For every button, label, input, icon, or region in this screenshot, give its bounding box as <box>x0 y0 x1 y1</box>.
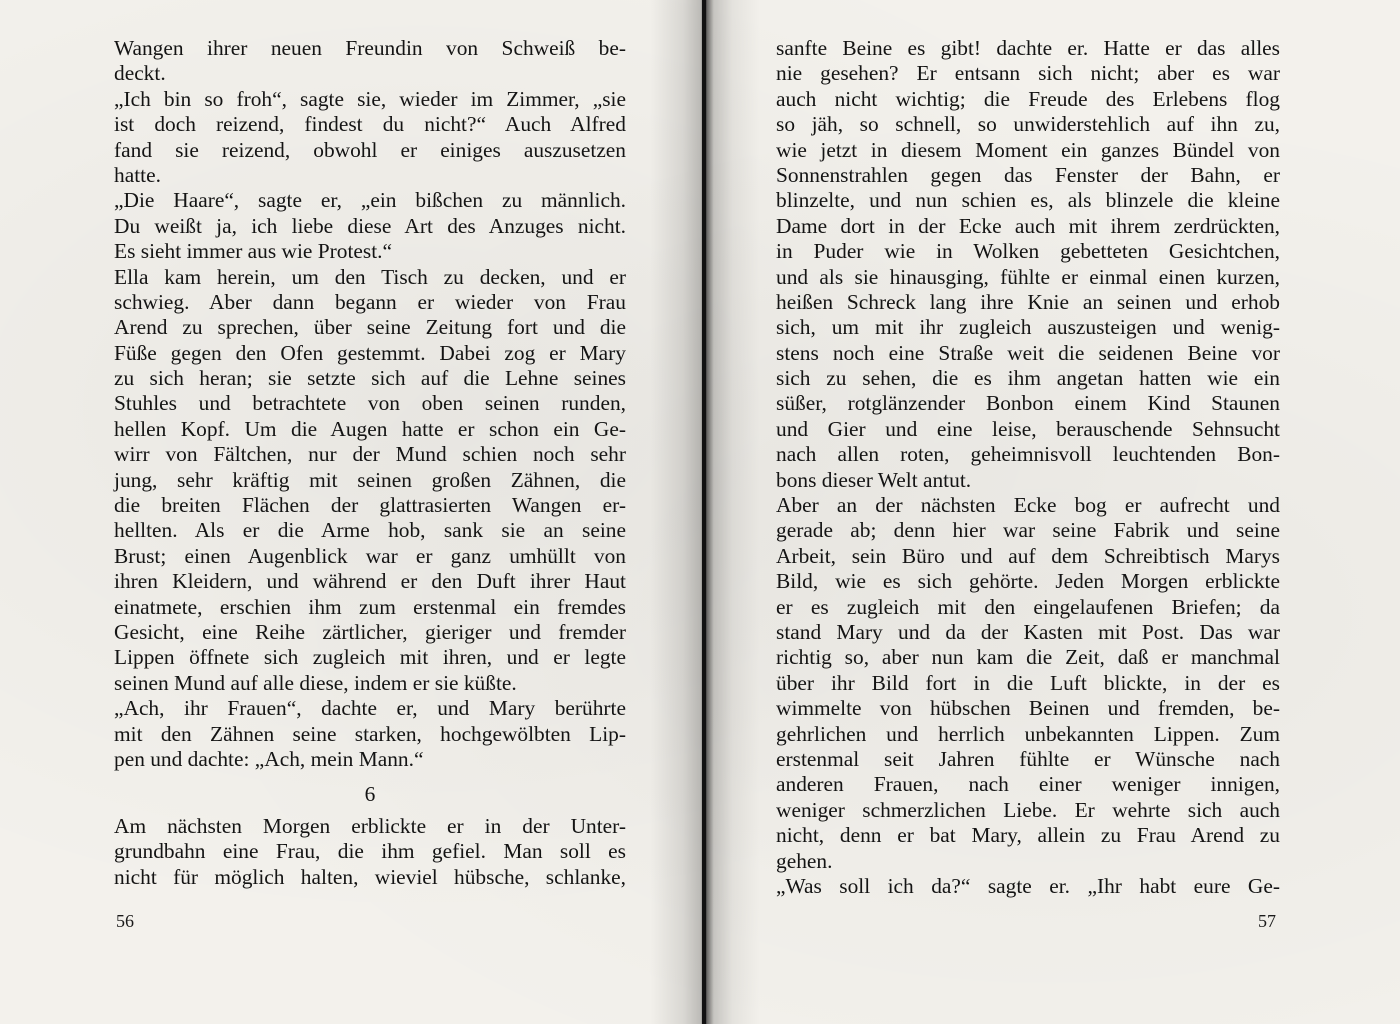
text-line: sich, um mit ihr zugleich auszusteigen und wenig- <box>776 315 1280 340</box>
right-page-number: 57 <box>1258 911 1276 931</box>
text-line: Dame dort in der Ecke auch mit ihrem zerdrückten, <box>776 213 1280 238</box>
right-page-text <box>776 36 1280 899</box>
left-page-text-top <box>114 36 626 772</box>
text-line: „Ach, ihr Frauen“, dachte er, und Mary berührte <box>114 696 626 721</box>
text-line: sich zu sehen, die es ihm angetan hatten wie ein <box>776 366 1280 391</box>
text-line: ist doch reizend, findest du nicht?“ Auch Alfred <box>114 112 626 137</box>
text-line: Ella kam herein, um den Tisch zu decken, und er <box>114 264 626 289</box>
text-line: mit den Zähnen seine starken, hochgewölbten Lip- <box>114 721 626 746</box>
text-line: nicht für möglich halten, wieviel hübsche, schlanke, <box>114 864 626 889</box>
text-line: anderen Frauen, nach einer weniger innigen, <box>776 772 1280 797</box>
text-line: stand Mary und da der Kasten mit Post. Das war <box>776 619 1280 644</box>
text-line: über ihr Bild fort in die Luft blickte, in der es <box>776 670 1280 695</box>
text-line: einatmete, erschien ihm zum erstenmal ein fremdes <box>114 594 626 619</box>
text-line: und Gier und eine leise, berauschende Sehnsucht <box>776 416 1280 441</box>
text-line: Füße gegen den Ofen gestemmt. Dabei zog er Mary <box>114 340 626 365</box>
text-line: wirr von Fältchen, nur der Mund schien noch sehr <box>114 442 626 467</box>
text-line: wimmelte von hübschen Beinen und fremden, be- <box>776 696 1280 721</box>
text-line: erstenmal seit Jahren fühlte er Wünsche nach <box>776 746 1280 771</box>
text-line: nie gesehen? Er entsann sich nicht; aber es war <box>776 61 1280 86</box>
text-line: grundbahn eine Frau, die ihm gefiel. Man soll es <box>114 839 626 864</box>
text-line: Arbeit, sein Büro und auf dem Schreibtisch Marys <box>776 543 1280 568</box>
text-line: nach allen roten, geheimnisvoll leuchtenden Bon- <box>776 442 1280 467</box>
text-line: Sonnenstrahlen gegen das Fenster der Bahn, er <box>776 162 1280 187</box>
text-line: zu sich heran; sie setzte sich auf die Lehne seines <box>114 366 626 391</box>
text-line: sanfte Beine es gibt! dachte er. Hatte er das alles <box>776 36 1280 60</box>
section-number: 6 <box>364 782 376 807</box>
text-line: auch nicht wichtig; die Freude des Erlebens flog <box>776 86 1280 111</box>
text-line: seinen Mund auf alle diese, indem er sie küßte. <box>114 670 517 695</box>
text-line: süßer, rotglänzender Bonbon einem Kind Staunen <box>776 391 1280 416</box>
text-line: richtig so, aber nun kam die Zeit, daß er manchmal <box>776 645 1280 670</box>
text-line: „Die Haare“, sagte er, „ein bißchen zu männlich. <box>114 188 626 213</box>
text-line: ihren Kleidern, und während er den Duft ihrer Haut <box>114 569 626 594</box>
text-line: Brust; einen Augenblick war er ganz umhüllt von <box>114 543 626 568</box>
text-line: Bild, wie es sich gehörte. Jeden Morgen erblickte <box>776 569 1280 594</box>
text-line: hellten. Als er die Arme hob, sank sie an seine <box>114 518 626 543</box>
text-line: und als sie hinausging, fühlte er einmal einen kurzen, <box>776 264 1280 289</box>
text-line: schwieg. Aber dann begann er wieder von Frau <box>114 289 626 314</box>
text-line: Du weißt ja, ich liebe diese Art des Anzuges nicht. <box>114 213 626 238</box>
text-line: hellen Kopf. Um die Augen hatte er schon ein Ge- <box>114 416 626 441</box>
text-line: bons dieser Welt antut. <box>776 467 972 492</box>
text-line: hatte. <box>114 162 161 187</box>
text-line: gerade ab; denn hier war seine Fabrik und seine <box>776 518 1280 543</box>
text-line: blinzelte, und nun schien es, als blinzele die kleine <box>776 188 1280 213</box>
text-line: wie jetzt in diesem Moment ein ganzes Bündel von <box>776 137 1280 162</box>
text-line: heißen Schreck lang ihre Knie an seinen und erhob <box>776 289 1280 314</box>
text-line: so jäh, so schnell, so unwiderstehlich auf ihn zu, <box>776 112 1280 137</box>
left-page-text-bottom <box>114 814 626 890</box>
text-line: Gesicht, eine Reihe zärtlicher, gieriger und fremder <box>114 619 626 644</box>
text-line: pen und dachte: „Ach, mein Mann.“ <box>114 746 424 771</box>
text-line: Es sieht immer aus wie Protest.“ <box>114 239 393 264</box>
text-line: Aber an der nächsten Ecke bog er aufrecht und <box>776 493 1280 518</box>
left-page-number: 56 <box>116 911 134 931</box>
text-line: „Was soll ich da?“ sagte er. „Ihr habt eure Ge- <box>776 873 1280 898</box>
text-line: weniger schmerzlichen Liebe. Er wehrte sich auch <box>776 797 1280 822</box>
text-line: fand sie reizend, obwohl er einiges auszusetzen <box>114 137 626 162</box>
text-line: gehrlichen und herrlich unbekannten Lippen. Zum <box>776 721 1280 746</box>
text-line: nicht, denn er bat Mary, allein zu Frau Arend zu <box>776 823 1280 848</box>
text-line: Stuhles und betrachtete von oben seinen runden, <box>114 391 626 416</box>
text-line: in Puder wie in Wolken gebetteten Gesichtchen, <box>776 239 1280 264</box>
text-line: Am nächsten Morgen erblickte er in der Unter- <box>114 813 626 838</box>
text-line: er es zugleich mit den eingelaufenen Briefen; da <box>776 594 1280 619</box>
left-page <box>114 36 626 890</box>
text-line: „Ich bin so froh“, sagte sie, wieder im Zimmer, „sie <box>114 86 626 111</box>
text-line: jung, sehr kräftig mit seinen großen Zähnen, die <box>114 467 626 492</box>
text-line: stens noch eine Straße weit die seidenen Beine vor <box>776 340 1280 365</box>
text-line: gehen. <box>776 848 833 873</box>
text-line: Wangen ihrer neuen Freundin von Schweiß be- <box>114 36 626 60</box>
text-line: deckt. <box>114 61 166 86</box>
text-line: die breiten Flächen der glattrasierten Wangen er- <box>114 493 626 518</box>
text-line: Arend zu sprechen, über seine Zeitung fort und die <box>114 315 626 340</box>
right-page <box>776 36 1280 899</box>
text-line: Lippen öffnete sich zugleich mit ihren, und er legte <box>114 645 626 670</box>
book-spine <box>702 0 706 1024</box>
